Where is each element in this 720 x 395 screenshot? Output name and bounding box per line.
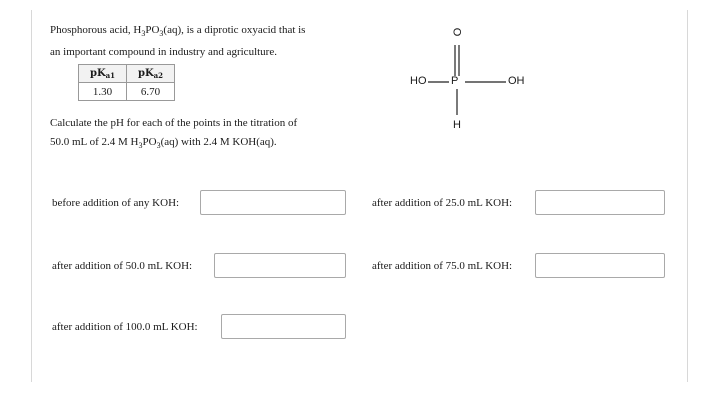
intro-line1-part: Phosphorous acid, H: [50, 24, 142, 36]
calc-instructions: [50, 114, 370, 155]
calc-line2-part: 50.0 mL of 2.4 M H: [50, 136, 139, 148]
answer-50ml-koh-input[interactable]: [214, 253, 346, 278]
answer-25ml-koh-input[interactable]: [535, 190, 665, 215]
calc-line1: Calculate the pH for each of the points in the titration of: [50, 117, 298, 129]
answer-100ml-koh-input[interactable]: [221, 314, 346, 339]
intro-text: [50, 21, 370, 62]
hydroxyl-right: OH: [508, 75, 525, 87]
intro-sub: 3: [141, 29, 146, 39]
pka1-header: $pK_{a1}$: [79, 65, 127, 83]
pka-value-row: [79, 83, 175, 101]
calc-line2-part: PO: [142, 136, 157, 148]
question-before-koh: before addition of any KOH:: [52, 197, 180, 209]
calc-line2-part: (aq) with 2.4 M KOH(aq).: [160, 136, 277, 148]
intro-sub: 3: [159, 29, 164, 39]
intro-line2: an important compound in industry and agriculture.: [50, 46, 277, 59]
intro-line1-part: (aq), is a diprotic oxyacid that is: [163, 24, 306, 36]
question-75ml-koh: after addition of 75.0 mL KOH:: [372, 260, 513, 272]
answer-before-koh-input[interactable]: [200, 190, 346, 215]
pka1-value: 1.30: [79, 83, 127, 101]
phosphorous-acid-structure: [395, 18, 545, 143]
hydroxyl-left: HO: [410, 75, 427, 87]
calc-sub: 3: [156, 141, 161, 151]
answer-75ml-koh-input[interactable]: [535, 253, 665, 278]
question-100ml-koh: after addition of 100.0 mL KOH:: [52, 321, 198, 333]
question-50ml-koh: after addition of 50.0 mL KOH:: [52, 260, 193, 272]
pka2-value: 6.70: [127, 83, 175, 101]
pka-table: [78, 64, 175, 101]
phosphorus-atom: P: [451, 75, 459, 87]
intro-line1-part: PO: [145, 24, 160, 36]
pka-header-row: [79, 65, 175, 83]
hydrogen-atom: H: [453, 119, 461, 131]
pka2-header: $pK_{a2}$: [127, 65, 175, 83]
oxygen-double-bond: O: [450, 27, 463, 37]
question-25ml-koh: after addition of 25.0 mL KOH:: [372, 197, 513, 209]
calc-sub: 3: [138, 141, 143, 151]
